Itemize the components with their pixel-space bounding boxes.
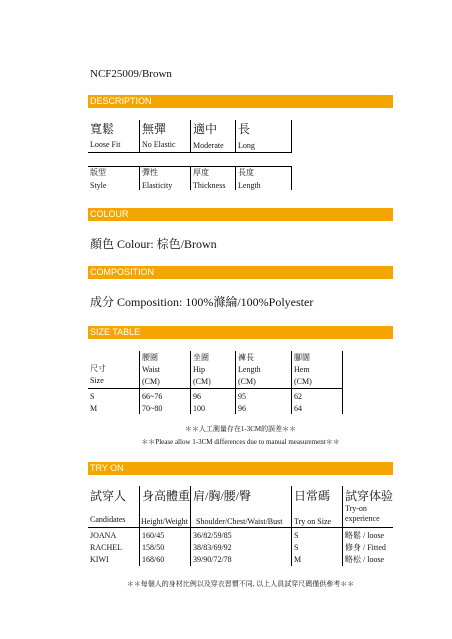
tryon-note: ＊＊每個人的身材比例以及穿衣習慣不同, 以上人員試穿尺碼僅供參考＊＊ — [126, 580, 355, 588]
size-row-s-size: S — [90, 392, 95, 401]
size-header-length-zh: 褲長 — [238, 353, 254, 362]
product-sku: NCF25009/Brown — [90, 68, 172, 80]
tryon-divider — [139, 486, 140, 566]
size-header-hem-en: Hem — [294, 365, 310, 374]
desc-style-zh: 版型 — [90, 168, 106, 177]
size-row-m-size: M — [90, 404, 98, 413]
tryon-header-underline — [88, 527, 393, 528]
desc-divider — [291, 166, 292, 190]
desc-length-zh: 長 — [238, 122, 251, 136]
tryon-header-size-zh: 日常碼 — [294, 489, 331, 503]
size-divider — [235, 351, 236, 414]
size-header-size-zh: 尺寸 — [90, 364, 106, 373]
size-row-s-length: 95 — [238, 392, 246, 401]
size-header-waist-zh: 腰圍 — [142, 353, 158, 362]
section-header-try-on: TRY ON — [88, 462, 393, 475]
tryon-row-joana-name: JOANA — [90, 531, 117, 540]
size-row-m-length: 96 — [238, 404, 246, 413]
size-row-m-hip: 100 — [193, 404, 205, 413]
size-row-m-waist: 70~80 — [142, 404, 163, 413]
tryon-header-candidates-zh: 試穿人 — [90, 489, 127, 503]
size-header-size-en: Size — [90, 376, 104, 385]
size-header-hip-zh: 坐圍 — [193, 353, 209, 362]
tryon-row-joana-measure: 36/82/59/85 — [193, 531, 232, 540]
size-header-waist-unit: (CM) — [142, 377, 160, 386]
tryon-header-size-en: Try on Size — [294, 517, 332, 526]
size-row-s-waist: 66~76 — [142, 392, 163, 401]
tryon-row-rachel-height: 158/50 — [142, 543, 165, 552]
tryon-row-kiwi-name: KIWI — [90, 555, 109, 564]
tryon-row-rachel-experience: 修身 / Fitted — [345, 543, 386, 552]
tryon-row-rachel-measure: 38/83/69/92 — [193, 543, 232, 552]
size-divider — [139, 351, 140, 414]
size-header-length-unit: (CM) — [238, 377, 256, 386]
desc-divider — [235, 166, 236, 190]
desc-divider — [139, 166, 140, 190]
size-header-length-en: Length — [238, 365, 261, 374]
size-note-zh: ＊＊人工測量存在1-3CM的誤差＊＊ — [184, 425, 297, 433]
tryon-header-measurements-en: Shoulder/Chest/Waist/Bust — [196, 517, 283, 526]
desc-thickness-label-en: Thickness — [193, 181, 226, 190]
tryon-divider — [291, 486, 292, 566]
desc-divider — [235, 120, 236, 153]
desc-divider — [139, 120, 140, 153]
desc-divider — [190, 120, 191, 153]
section-header-composition: COMPOSITION — [88, 266, 393, 279]
size-divider — [190, 351, 191, 414]
desc-elastic-zh: 無彈 — [142, 122, 167, 136]
size-header-hem-zh: 腳闊 — [294, 353, 310, 362]
tryon-row-rachel-name: RACHEL — [90, 543, 122, 552]
colour-line: 顏色 Colour: 棕色/Brown — [90, 237, 217, 251]
desc-elasticity-en: Elasticity — [142, 181, 173, 190]
tryon-row-kiwi-height: 168/60 — [142, 555, 165, 564]
tryon-header-experience-en: Try-on experience — [345, 504, 380, 523]
tryon-header-candidates-en: Candidates — [90, 515, 126, 524]
tryon-row-joana-size: S — [294, 531, 299, 540]
section-header-colour: COLOUR — [88, 208, 393, 221]
size-row-s-hem: 62 — [294, 392, 302, 401]
tryon-divider — [190, 486, 191, 566]
tryon-header-measurements-zh: 肩/胸/腰/臀 — [193, 489, 252, 503]
size-divider — [342, 351, 343, 414]
desc-thickness-en: Moderate — [193, 141, 224, 150]
desc-thickness-zh: 適中 — [193, 122, 218, 136]
size-row-s-hip: 96 — [193, 392, 201, 401]
size-row-m-hem: 64 — [294, 404, 302, 413]
tryon-row-kiwi-size: M — [294, 555, 302, 564]
tryon-row-kiwi-measure: 39/90/72/78 — [193, 555, 232, 564]
size-header-underline — [88, 388, 343, 389]
tryon-row-rachel-size: S — [294, 543, 299, 552]
desc-fit-zh: 寬鬆 — [90, 122, 115, 136]
tryon-header-experience-zh: 試穿体验 — [345, 489, 394, 503]
composition-line: 成分 Composition: 100%滌綸/100%Polyester — [90, 295, 314, 309]
size-header-hip-unit: (CM) — [193, 377, 211, 386]
desc-thickness-label-zh: 厚度 — [193, 168, 209, 177]
section-header-size-table: SIZE TABLE — [88, 326, 393, 339]
size-header-waist-en: Waist — [142, 365, 161, 374]
size-header-hem-unit: (CM) — [294, 377, 312, 386]
tryon-divider — [342, 486, 343, 566]
desc-fit-en: Loose Fit — [90, 140, 121, 149]
desc-elasticity-zh: 彈性 — [142, 168, 158, 177]
size-note-en: ＊＊Please allow 1-3CM differences due to manual measurement＊＊ — [141, 438, 340, 446]
size-header-hip-en: Hip — [193, 365, 205, 374]
size-divider — [291, 351, 292, 414]
desc-divider — [291, 120, 292, 153]
tryon-row-kiwi-experience: 略松 / loose — [345, 555, 385, 564]
tryon-row-joana-height: 160/45 — [142, 531, 165, 540]
desc-length-en: Long — [238, 141, 255, 150]
tryon-header-height-zh: 身高體重 — [142, 489, 191, 503]
desc-elastic-en: No Elastic — [142, 140, 176, 149]
desc-length-label-en: Length — [238, 181, 261, 190]
desc-length-label-zh: 長度 — [238, 168, 254, 177]
tryon-header-height-en: Height/Weight — [141, 517, 188, 526]
desc-divider — [190, 166, 191, 190]
desc-style-en: Style — [90, 181, 107, 190]
section-header-description: DESCRIPTION — [88, 95, 393, 108]
tryon-row-joana-experience: 略鬆 / loose — [345, 531, 385, 540]
